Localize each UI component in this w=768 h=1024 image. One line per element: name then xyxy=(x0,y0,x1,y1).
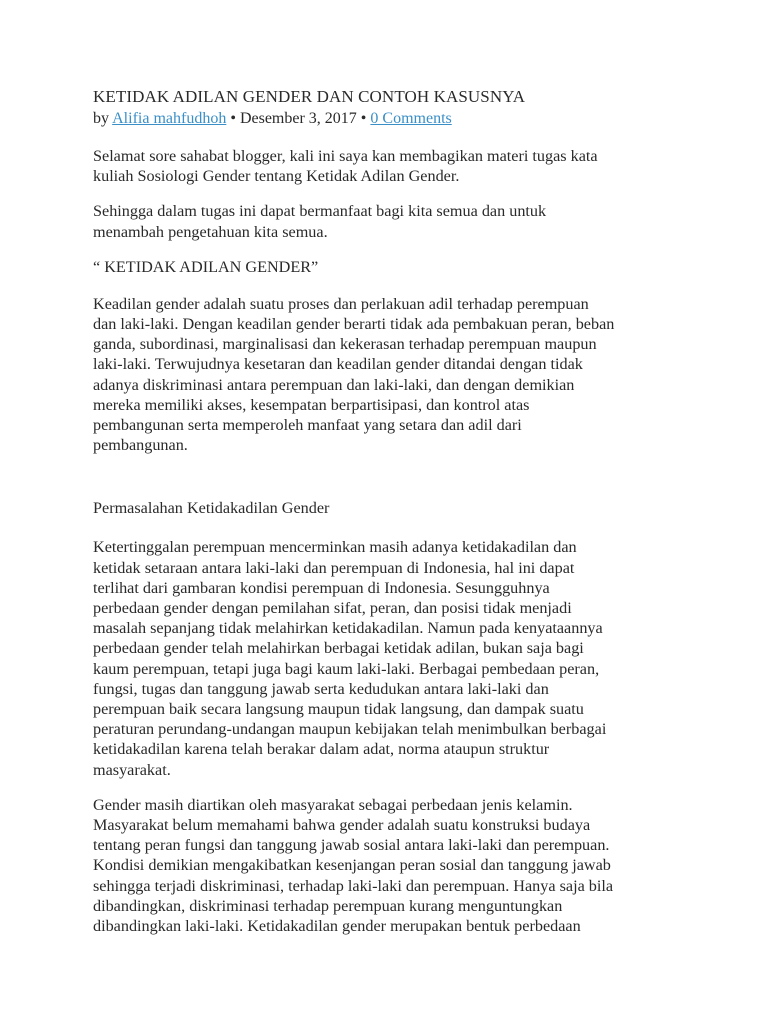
text-line: masyarakat. xyxy=(93,760,171,779)
text-line: Kondisi demikian mengakibatkan kesenjangan peran sosial dan tanggung jawab xyxy=(93,856,611,875)
text-line: sehingga terjadi diskriminasi, terhadap laki-laki dan perempuan. Hanya saja bila xyxy=(93,876,614,895)
text-line: menambah pengetahuan kita semua. xyxy=(93,222,328,241)
text-line: Ketertinggalan perempuan mencerminkan masih adanya ketidakadilan dan xyxy=(93,538,577,557)
intro-paragraph-2 xyxy=(93,201,693,241)
text-line: ketidak setaraan antara laki-laki dan perempuan di Indonesia, hal ini dapat xyxy=(93,558,575,577)
text-line: dan laki-laki. Dengan keadilan gender berarti tidak ada pembakuan peran, beban xyxy=(93,315,615,334)
text-line: perempuan baik secara langsung maupun tidak langsung, dan dampak suatu xyxy=(93,700,584,719)
text-line: fungsi, tugas dan tanggung jawab serta kedudukan antara laki-laki dan xyxy=(93,679,549,698)
comments-link[interactable]: 0 Comments xyxy=(370,110,452,127)
text-line: Sehingga dalam tugas ini dapat bermanfaat bagi kita semua dan untuk xyxy=(93,202,547,221)
byline-separator: • xyxy=(230,110,236,127)
text-line: masalah sepanjang tidak melahirkan ketidakadilan. Namun pada kenyataannya xyxy=(93,619,603,638)
body-paragraph-3 xyxy=(93,795,693,936)
body-paragraph-1 xyxy=(93,294,693,456)
section-title: Permasalahan Ketidakadilan Gender xyxy=(93,499,330,518)
author-link[interactable]: Alifia mahfudhoh xyxy=(112,110,227,127)
byline-separator: • xyxy=(360,110,367,127)
text-line: Gender masih diartikan oleh masyarakat sebagai perbedaan jenis kelamin. xyxy=(93,795,573,814)
article xyxy=(93,86,693,951)
text-line: Masyarakat belum memahami bahwa gender adalah suatu konstruksi budaya xyxy=(93,816,591,835)
text-line: Selamat sore sahabat blogger, kali ini saya kan membagikan materi tugas kata xyxy=(93,147,598,165)
text-line: perbedaan gender dengan pemilahan sifat, peran, dan posisi tidak menjadi xyxy=(93,599,572,618)
article-title: KETIDAK ADILAN GENDER DAN CONTOH KASUSNYA xyxy=(93,87,526,106)
byline-by: by xyxy=(93,110,109,127)
text-line: dibandingkan laki-laki. Ketidakadilan gender merupakan bentuk perbedaan xyxy=(93,917,581,936)
text-line: Keadilan gender adalah suatu proses dan perlakuan adil terhadap perempuan xyxy=(93,294,589,313)
text-line: tentang peran fungsi dan tanggung jawab sosial antara laki-laki dan perempuan. xyxy=(93,836,610,855)
text-line: ketidakadilan karena telah berakar dalam adat, norma ataupun struktur xyxy=(93,740,550,759)
text-line: kaum perempuan, tetapi juga bagi kaum laki-laki. Berbagai pembedaan peran, xyxy=(93,659,600,678)
text-line: pembangunan. xyxy=(93,436,188,455)
text-line: terlihat dari gambaran kondisi perempuan di Indonesia. Sesungguhnya xyxy=(93,578,550,597)
intro-paragraph-1 xyxy=(93,146,693,186)
text-line: laki-laki. Terwujudnya kesetaran dan keadilan gender ditandai dengan tidak xyxy=(93,355,583,374)
text-line: ganda, subordinasi, marginalisasi dan kekerasan terhadap perempuan maupun xyxy=(93,335,597,354)
text-line: peraturan perundang-undangan maupun kebijakan telah menimbulkan berbagai xyxy=(93,720,607,739)
section-heading: “ KETIDAK ADILAN GENDER” xyxy=(93,257,319,276)
text-line: perbedaan gender telah melahirkan berbagai ketidak adilan, bukan saja bagi xyxy=(93,639,584,658)
text-line: kuliah Sosiologi Gender tentang Ketidak Adilan Gender. xyxy=(93,167,460,186)
post-date: Desember 3, 2017 xyxy=(239,110,357,127)
body-paragraph-2 xyxy=(93,537,693,779)
text-line: mereka memiliki akses, kesempatan berpartisipasi, dan kontrol atas xyxy=(93,395,530,414)
byline xyxy=(93,108,693,129)
text-line: pembangunan serta memperoleh manfaat yang setara dan adil dari xyxy=(93,416,522,435)
text-line: adanya diskriminasi antara perempuan dan laki-laki, dan dengan demikian xyxy=(93,375,575,394)
text-line: dibandingkan, diskriminasi terhadap perempuan kurang menguntungkan xyxy=(93,896,563,915)
